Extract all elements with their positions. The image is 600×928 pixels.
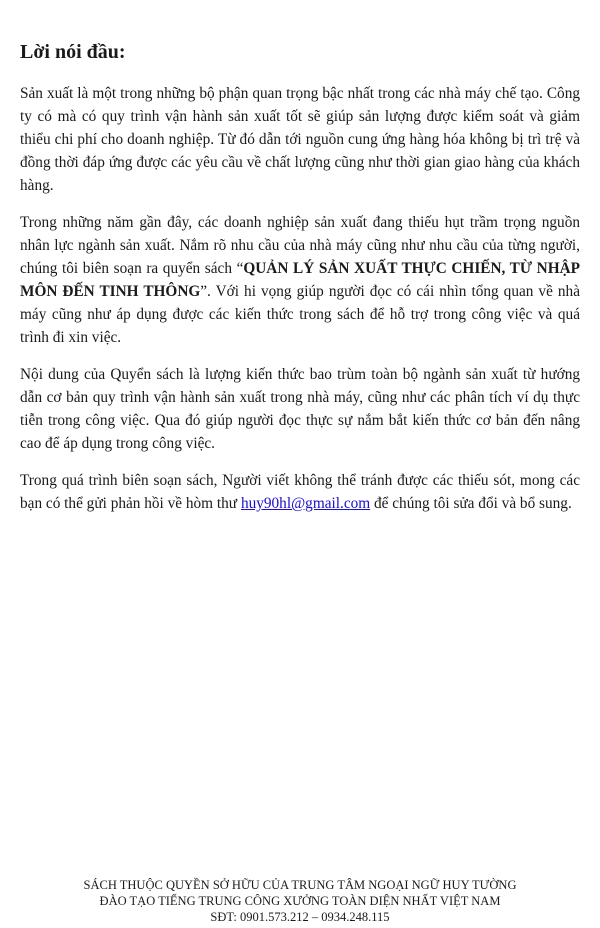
footer-line-ownership: SÁCH THUỘC QUYỀN SỞ HỮU CỦA TRUNG TÂM NGOẠI NGỮ HUY TƯỜNG bbox=[83, 878, 517, 892]
paragraph-1-text: Sản xuất là một trong những bộ phận quan trọng bậc nhất trong các nhà máy chế tạo. Công ty có mà có quy trình vận hành sản xuất tốt sẽ giúp sản lượng được kiểm soát và giảm thiểu chi phí cho doanh nghiệp. Từ đó dẫn tới nguồn cung ứng hàng hóa không bị trì trệ và đồng thời đáp ứng được các yêu cầu về chất lượng cũng như thời gian giao hàng của khách hàng. bbox=[20, 85, 580, 194]
book-title: QUẢN LÝ SẢN XUẤT THỰC CHIẾN, TỪ NHẬP MÔN ĐẾN TINH THÔNG bbox=[20, 260, 580, 300]
page-footer bbox=[0, 877, 600, 925]
footer-line-phone: SĐT: 0901.573.212 – 0934.248.115 bbox=[210, 910, 390, 924]
document-body bbox=[20, 38, 580, 529]
paragraph-1 bbox=[20, 82, 580, 197]
paragraph-2 bbox=[20, 211, 580, 349]
paragraph-4 bbox=[20, 469, 580, 515]
paragraph-4-text-after: để chúng tôi sửa đổi và bổ sung. bbox=[370, 495, 572, 512]
footer-line-training: ĐÀO TẠO TIẾNG TRUNG CÔNG XƯỞNG TOÀN DIỆN NHẤT VIỆT NAM bbox=[99, 894, 501, 908]
page-heading: Lời nói đầu: bbox=[20, 41, 126, 63]
paragraph-2-text-before: Trong những năm gần đây, các doanh nghiệp sản xuất đang thiếu hụt trầm trọng nguồn nhân lực ngành sản xuất. Nắm rõ nhu cầu của nhà máy cũng như nhu cầu của từng người, chúng tôi biên soạn ra quyển sách “ bbox=[20, 214, 580, 277]
paragraph-3 bbox=[20, 363, 580, 455]
email-link[interactable]: huy90hl@gmail.com bbox=[240, 495, 371, 512]
paragraph-4-text-before: Trong quá trình biên soạn sách, Người viết không thể tránh được các thiếu sót, mong các bạn có thể gửi phản hồi về hòm thư bbox=[20, 472, 580, 512]
paragraph-2-text-after: ”. Với hi vọng giúp người đọc có cái nhìn tổng quan về nhà máy cũng như áp dụng được các kiến thức trong sách để hỗ trợ trong công việc và quá trình đi xin việc. bbox=[20, 283, 580, 346]
paragraph-3-text: Nội dung của Quyển sách là lượng kiến thức bao trùm toàn bộ ngành sản xuất từ hướng dẫn cơ bản quy trình vận hành sản xuất trong nhà máy, cũng như các phân tích ví dụ thực tiễn trong công việc. Qua đó giúp người đọc thực sự nắm bắt kiến thức cơ bản đến nâng cao để áp dụng trong công việc. bbox=[20, 366, 580, 452]
